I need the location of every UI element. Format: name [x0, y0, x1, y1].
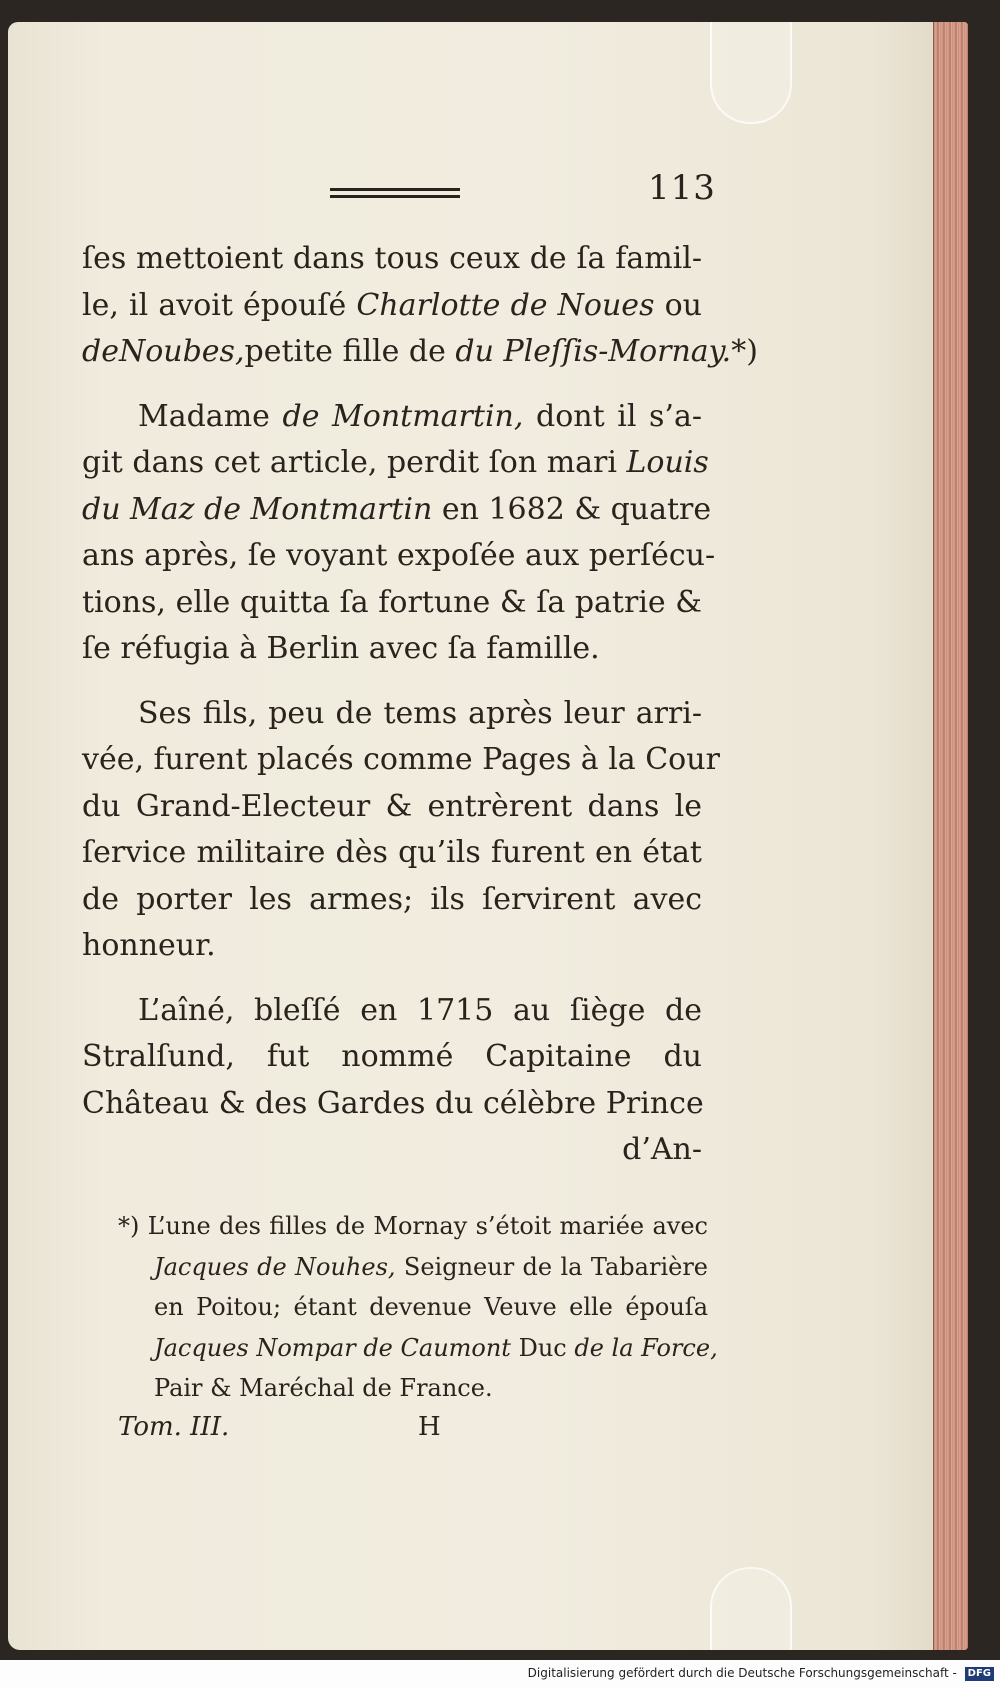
text-run: de porter les armes; ils ſervirent avec	[82, 881, 702, 917]
footnote-line	[118, 1328, 718, 1369]
text-line	[82, 236, 702, 283]
text-run: ſe réfugia à Berlin avec ſa famille.	[82, 631, 600, 666]
paragraph-gap	[82, 673, 702, 691]
footnote-line	[118, 1247, 708, 1288]
body-text	[82, 236, 758, 1174]
paragraph-gap	[82, 376, 702, 394]
text-run: ſervice militaire dès qu’ils furent en état	[82, 835, 702, 870]
text-line	[82, 988, 702, 1035]
text-run: Ses fils, peu de tems après leur arri-	[138, 695, 702, 731]
text-run: Seigneur de la Tabarière	[395, 1252, 708, 1281]
footnote-line	[118, 1206, 708, 1247]
text-run: L’aîné, bleſſé en 1715 au ſiège de	[138, 992, 702, 1028]
text-line	[82, 1081, 702, 1128]
page-edge-stack	[933, 22, 968, 1650]
text-run: en 1682 & quatre	[432, 491, 712, 527]
footnote-line	[118, 1368, 708, 1409]
clip-bottom	[710, 1567, 792, 1650]
text-line	[82, 283, 702, 330]
text-run: Pair & Maréchal de France.	[154, 1374, 493, 1402]
text-line	[82, 533, 716, 580]
italic-run: du Pleſſis-Mornay.	[455, 334, 732, 369]
footnote-line	[118, 1287, 708, 1328]
text-line	[82, 784, 702, 831]
clip-top	[710, 22, 792, 124]
text-line	[82, 877, 702, 924]
footnote	[118, 1206, 718, 1409]
text-run: du Grand-Electeur & entrèrent dans le	[82, 788, 702, 824]
text-run: Stralſund, fut nommé Capitaine du	[82, 1039, 702, 1074]
text-run: dont il s’a-	[523, 398, 702, 434]
italic-run: Jacques de Nouhes,	[154, 1252, 396, 1281]
text-run: en Poitou; étant devenue Veuve elle épouſa	[154, 1293, 708, 1321]
italic-run: deNoubes,	[82, 334, 245, 369]
text-line	[82, 1034, 702, 1081]
header-rule	[330, 188, 460, 198]
text-line	[82, 487, 712, 534]
text-run: ſes mettoient dans tous ceux de ſa famil-	[82, 241, 702, 276]
text-line	[82, 580, 702, 627]
credit-text: Digitalisierung gefördert durch die Deutsche Forschungsgemeinschaft -	[527, 1666, 957, 1680]
italic-run: de Montmartin,	[282, 398, 524, 434]
catchword: d’An-	[622, 1132, 702, 1167]
text-run: tions, elle quitta ſa fortune & ſa patrie &	[82, 584, 702, 620]
text-line	[82, 626, 702, 673]
digitization-credit	[528, 1666, 994, 1681]
text-run: petite fille de	[244, 334, 456, 369]
signature-sheet: H	[418, 1412, 441, 1442]
dfg-logo: DFG	[965, 1667, 994, 1681]
paragraph-gap	[82, 970, 702, 988]
italic-run: Charlotte de Noues	[356, 287, 655, 323]
text-run: honneur.	[82, 928, 216, 963]
text-run: *)	[731, 334, 758, 369]
text-run: Duc	[510, 1333, 575, 1362]
text-run: ans après, ſe voyant expoſée aux perſécu-	[82, 538, 716, 573]
text-line	[82, 923, 702, 970]
text-line	[82, 329, 758, 376]
text-run: le, il avoit épouſé	[82, 287, 357, 323]
text-run: Madame	[138, 398, 283, 434]
text-line	[82, 830, 702, 877]
text-run: git dans cet article, perdit ſon mari	[82, 445, 627, 480]
italic-run: Louis	[626, 445, 709, 480]
text-line	[82, 394, 702, 441]
text-line	[82, 691, 702, 738]
text-run: ou	[654, 287, 702, 323]
signature-volume: Tom. III.	[118, 1412, 230, 1442]
italic-run: de la Force,	[574, 1333, 718, 1362]
italic-run: Jacques Nompar de Caumont	[154, 1333, 511, 1362]
text-line	[82, 440, 709, 487]
text-line	[82, 737, 720, 784]
italic-run: du Maz de Montmartin	[82, 491, 433, 527]
page-number: 113	[648, 168, 716, 208]
text-run: vée, furent placés comme Pages à la Cour	[82, 742, 720, 777]
text-run: Château & des Gardes du célèbre Prince	[82, 1085, 704, 1121]
text-run: *) L’une des filles de Mornay s’étoit mariée avec	[118, 1212, 708, 1240]
